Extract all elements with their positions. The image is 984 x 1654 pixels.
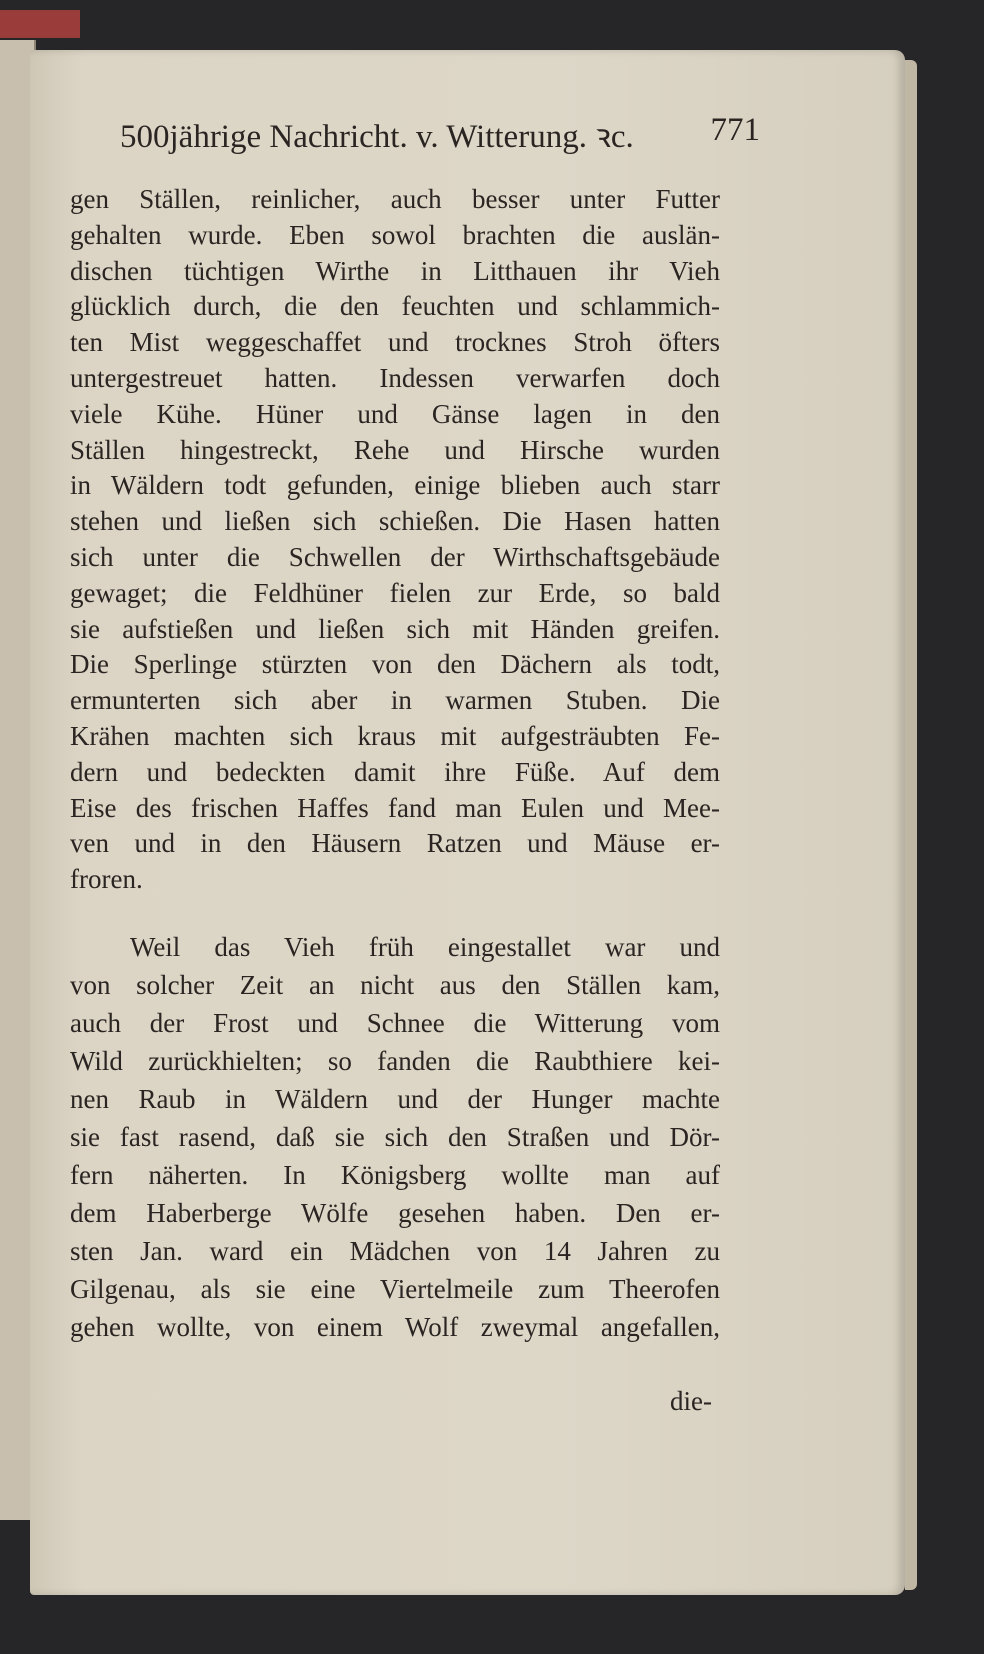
- text-line: untergestreuet hatten. Indessen verwarfen doch: [70, 362, 720, 393]
- text-line: gen Ställen, reinlicher, auch besser unter Futter: [70, 184, 720, 214]
- paragraph-2: [70, 928, 720, 1346]
- text-line: dern und bedeckten damit ihre Füße. Auf dem: [70, 756, 720, 787]
- text-line: stehen und ließen sich schießen. Die Hasen hatten: [70, 506, 720, 537]
- text-line: Weil das Vieh früh eingestallet war und: [130, 932, 720, 962]
- text-line: Ställen hingestreckt, Rehe und Hirsche wurden: [70, 434, 720, 465]
- text-line: dem Haberberge Wölfe gesehen haben. Den er-: [70, 1198, 720, 1228]
- bookmark-ribbon: [0, 10, 80, 38]
- page-header: [120, 112, 760, 157]
- page-number: 771: [710, 112, 760, 148]
- text-line: viele Kühe. Hüner und Gänse lagen in den: [70, 398, 720, 429]
- text-line: sich unter die Schwellen der Wirthschaftsgebäude: [70, 541, 720, 572]
- text-line: glücklich durch, die den feuchten und schlammich-: [70, 291, 720, 322]
- text-line: dischen tüchtigen Wirthe in Litthauen ihr Vieh: [70, 255, 720, 286]
- text-line: froren.: [70, 864, 143, 895]
- running-title: 500jährige Nachricht. v. Witterung. ꝛc.: [120, 119, 634, 155]
- text-line: Die Sperlinge stürzten von den Dächern als todt,: [70, 649, 720, 680]
- text-line: gewaget; die Feldhüner fielen zur Erde, so bald: [70, 577, 720, 608]
- text-line: ten Mist weggeschaffet und trocknes Stroh öfters: [70, 327, 720, 358]
- text-line: in Wäldern todt gefunden, einige blieben auch starr: [70, 470, 720, 501]
- text-line: ven und in den Häusern Ratzen und Mäuse er-: [70, 828, 720, 859]
- text-line: von solcher Zeit an nicht aus den Ställen kam,: [70, 970, 720, 1000]
- text-line: nen Raub in Wäldern und der Hunger machte: [70, 1084, 720, 1114]
- catchword: die-: [670, 1386, 712, 1416]
- text-line: Eise des frischen Haffes fand man Eulen und Mee-: [70, 792, 720, 823]
- text-line: sten Jan. ward ein Mädchen von 14 Jahren zu: [70, 1236, 720, 1266]
- text-line: fern näherten. In Königsberg wollte man auf: [70, 1160, 720, 1190]
- text-line: gehen wollte, von einem Wolf zweymal angefallen,: [70, 1312, 720, 1342]
- text-line: ermunterten sich aber in warmen Stuben. Die: [70, 685, 720, 716]
- page-stack-edge: [905, 60, 917, 1590]
- text-line: Krähen machten sich kraus mit aufgesträubten Fe-: [70, 720, 720, 751]
- text-line: Wild zurückhielten; so fanden die Raubthiere kei-: [70, 1046, 720, 1076]
- paragraph-1: [70, 182, 720, 898]
- text-line: Gilgenau, als sie eine Viertelmeile zum Theerofen: [70, 1274, 720, 1304]
- text-line: gehalten wurde. Eben sowol brachten die auslän-: [70, 219, 720, 250]
- text-line: auch der Frost und Schnee die Witterung vom: [70, 1008, 720, 1038]
- text-line: sie fast rasend, daß sie sich den Straßen und Dör-: [70, 1122, 720, 1152]
- text-line: sie aufstießen und ließen sich mit Händen greifen.: [70, 613, 720, 644]
